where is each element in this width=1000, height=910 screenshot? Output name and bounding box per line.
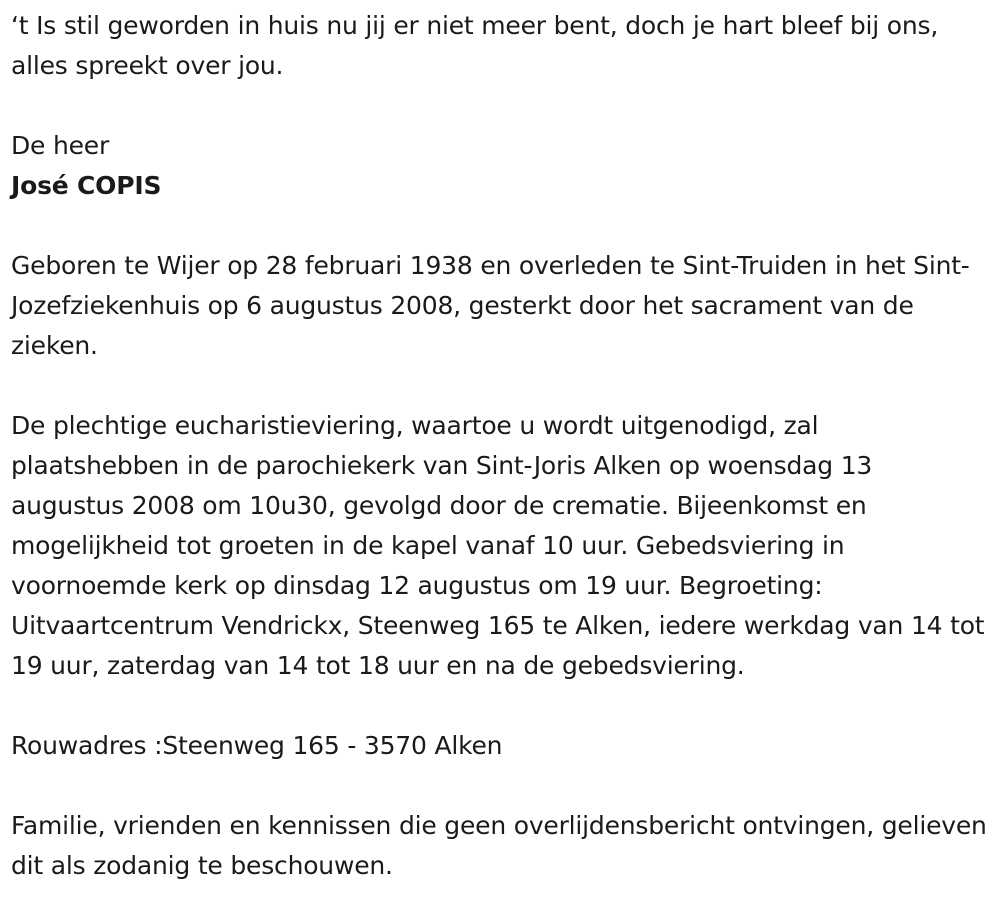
quote-text: ‘t Is stil geworden in huis nu jij er niet meer bent, doch je hart bleef bij ons, alles spreekt over jou. <box>11 11 939 80</box>
birth-death-paragraph: Geboren te Wijer op 28 februari 1938 en overleden te Sint-Truiden in het Sint-Jozefziekenhuis op 6 augustus 2008, gesterkt door het sacrament van de zieken. <box>11 251 970 360</box>
spacer <box>11 206 990 246</box>
salutation: De heer <box>11 131 110 160</box>
closing-paragraph: Familie, vrienden en kennissen die geen overlijdensbericht ontvingen, gelieven dit als zodanig te beschouwen. <box>11 811 987 880</box>
spacer <box>11 86 990 126</box>
spacer <box>11 766 990 806</box>
spacer <box>11 366 990 406</box>
deceased-name: José COPIS <box>11 171 162 200</box>
spacer <box>11 686 990 726</box>
ceremony-paragraph: De plechtige eucharistieviering, waartoe u wordt uitgenodigd, zal plaatshebben in de parochiekerk van Sint-Joris Alken op woensdag 13 augustus 2008 om 10u30, gevolgd door de crematie. Bijeenkomst en mogelijkheid tot groeten in de kapel vanaf 10 uur. Gebedsviering in voornoemde kerk op dinsdag 12 augustus om 19 uur. Begroeting: Uitvaartcentrum Vendrickx, Steenweg 165 te Alken, iedere werkdag van 14 tot 19 uur, zaterdag van 14 tot 18 uur en na de gebedsviering. <box>11 411 985 680</box>
mourning-address: Rouwadres :Steenweg 165 - 3570 Alken <box>11 731 503 760</box>
